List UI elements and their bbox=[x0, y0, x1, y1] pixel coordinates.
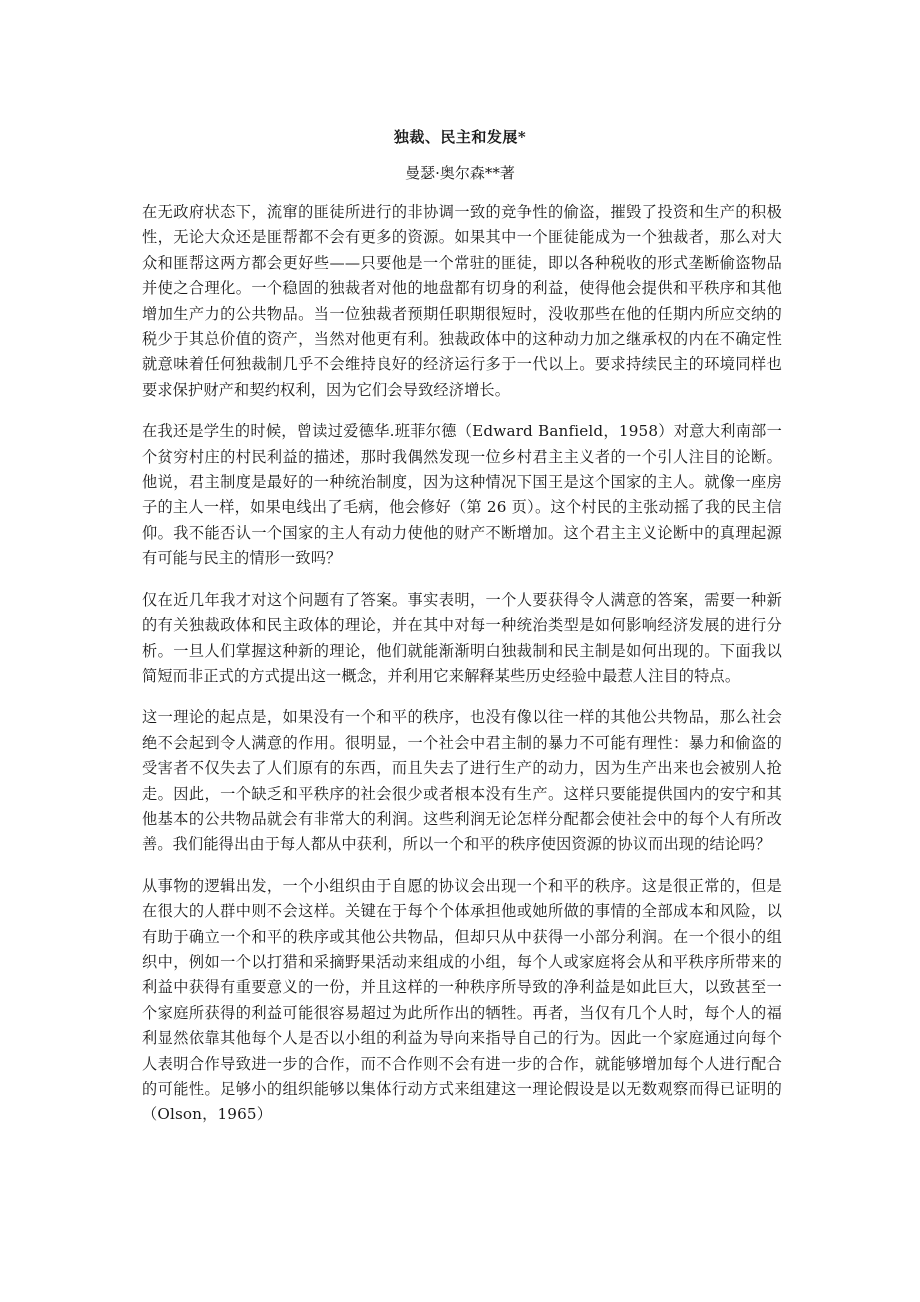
document-body bbox=[142, 200, 782, 1144]
paragraph: 在我还是学生的时候，曾读过爱德华.班菲尔德（Edward Banfield，1958）对意大利南部一个贫穷村庄的村民利益的描述，那时我偶然发现一位乡村君主主义者的一个引人注目的论断。他说，君主制度是最好的一种统治制度，因为这种情况下国王是这个国家的主人。就像一座房子的主人一样，如果电线出了毛病，他会修好（第 26 页）。这个村民的主张动摇了我的民主信仰。我不能否认一个国家的主人有动力使他的财产不断增加。这个君主主义论断中的真理起源有可能与民主的情形一致吗？ bbox=[142, 422, 782, 568]
document-author: 曼瑟·奥尔森**著 bbox=[405, 164, 515, 182]
paragraph: 仅在近几年我才对这个问题有了答案。事实表明，一个人要获得令人满意的答案，需要一种新的有关独裁政体和民主政体的理论，并在其中对每一种统治类型是如何影响经济发展的进行分析。一旦人们掌握这种新的理论，他们就能渐渐明白独裁制和民主制是如何出现的。下面我以简短而非正式的方式提出这一概念，并利用它来解释某些历史经验中最惹人注目的特点。 bbox=[142, 590, 782, 685]
paragraph: 这一理论的起点是，如果没有一个和平的秩序，也没有像以往一样的其他公共物品，那么社会绝不会起到令人满意的作用。很明显，一个社会中君主制的暴力不可能有理性：暴力和偷盗的受害者不仅失去了人们原有的东西，而且失去了进行生产的动力，因为生产出来也会被别人抢走。因此，一个缺乏和平秩序的社会很少或者根本没有生产。这样只要能提供国内的安宁和其他基本的公共物品就会有非常大的利润。这些利润无论怎样分配都会使社会中的每个人有所改善。我们能得出由于每人都从中获利，所以一个和平的秩序使因资源的协议而出现的结论吗？ bbox=[142, 708, 782, 854]
document-title: 独裁、民主和发展* bbox=[393, 128, 527, 146]
paragraph: 在无政府状态下，流窜的匪徒所进行的非协调一致的竞争性的偷盗，摧毁了投资和生产的积极性，无论大众还是匪帮都不会有更多的资源。如果其中一个匪徒能成为一个独裁者，那么对大众和匪帮这两方都会更好些——只要他是一个常驻的匪徒，即以各种税收的形式垄断偷盗物品并使之合理化。一个稳固的独裁者对他的地盘都有切身的利益，使得他会提供和平秩序和其他增加生产力的公共物品。当一位独裁者预期任职期很短时，没收那些在他的任期内所应交纳的税少于其总价值的资产，当然对他更有利。独裁政体中的这种动力加之继承权的内在不确定性就意味着任何独裁制几乎不会维持良好的经济运行多于一代以上。要求持续民主的环境同样也要求保护财产和契约权利，因为它们会导致经济增长。 bbox=[142, 203, 782, 399]
paragraph: 从事物的逻辑出发，一个小组织由于自愿的协议会出现一个和平的秩序。这是很正常的，但是在很大的人群中则不会这样。关键在于每个个体承担他或她所做的事情的全部成本和风险，以有助于确立一个和平的秩序或其他公共物品，但却只从中获得一小部分利润。在一个很小的组织中，例如一个以打猎和采摘野果活动来组成的小组，每个人或家庭将会从和平秩序所带来的利益中获得有重要意义的一份，并且这样的一种秩序所导致的净利益是如此巨大，以致甚至一个家庭所获得的利益可能很容易超过为此所作出的牺牲。再者，当仅有几个人时，每个人的福利显然依靠其他每个人是否以小组的利益为导向来指导自己的行为。因此一个家庭通过向每个人表明合作导致进一步的合作，而不合作则不会有进一步的合作，就能够增加每个人进行配合的可能性。足够小的组织能够以集体行动方式来组建这一理论假设是以无数观察而得已证明的（Olson，1965） bbox=[142, 876, 782, 1124]
